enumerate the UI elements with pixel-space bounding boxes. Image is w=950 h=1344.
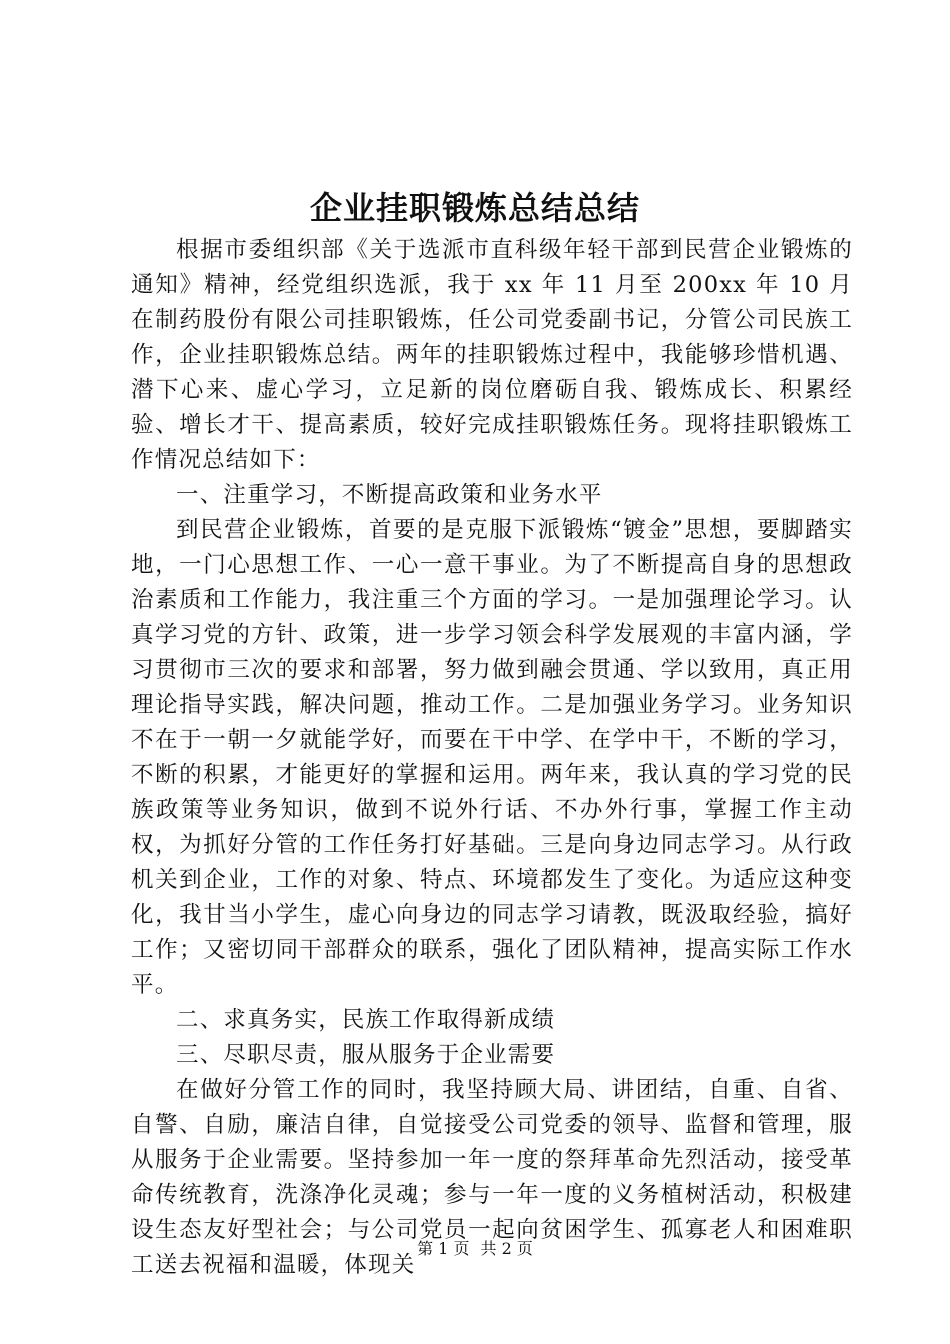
paragraph-study: 到民营企业锻炼，首要的是克服下派锻炼“镀金”思想，要脚踏实地，一门心思想工作、一心一意干事业。为了不断提高自身的思想政治素质和工作能力，我注重三个方面的学习。一是加强理论学习。认真学习党的方针、政策，进一步学习领会科学发展观的丰富内涵，学习贯彻市三次的要求和部署，努力做到融会贯通、学以致用，真正用理论指导实践，解决问题，推动工作。二是加强业务学习。业务知识不在于一朝一夕就能学好，而要在干中学、在学中干，不断的学习，不断的积累，才能更好的掌握和运用。两年来，我认真的学习党的民族政策等业务知识，做到不说外行话、不办外行事，掌握工作主动权，为抓好分管的工作任务打好基础。三是向身边同志学习。从行政机关到企业，工作的对象、特点、环境都发生了变化。为适应这种变化，我甘当小学生，虚心向身边的同志学习请教，既汲取经验，搞好工作；又密切同干部群众的联系，强化了团队精神，提高实际工作水平。 — [131, 517, 853, 998]
section-heading-2: 二、求真务实，民族工作取得新成绩 — [176, 1007, 556, 1033]
paragraph-service: 在做好分管工作的同时，我坚持顾大局、讲团结，自重、自省、自警、自励，廉洁自律，自觉接受公司党委的领导、监督和管理，服从服务于企业需要。坚持参加一年一度的祭拜革命先烈活动，接受革命传统教育，洗涤净化灵魂；参与一年一度的义务植树活动，积极建设生态友好型社会；与公司党员一起向贫困学生、孤寡老人和困难职工送去祝福和温暖，体现关 — [131, 1077, 853, 1278]
document-body — [131, 233, 853, 1283]
page-footer — [0, 1238, 950, 1260]
page-number: 第 1 页 — [417, 1239, 470, 1258]
document-title: 企业挂职锻炼总结总结 — [309, 189, 640, 227]
section-heading-1: 一、注重学习，不断提高政策和业务水平 — [176, 482, 603, 508]
section-heading-3: 三、尽职尽责，服从服务于企业需要 — [176, 1042, 556, 1068]
paragraph-intro: 根据市委组织部《关于选派市直科级年轻干部到民营企业锻炼的通知》精神，经党组织选派，我于 xx 年 11 月至 200xx 年 10 月在制药股份有限公司挂职锻炼，任公司党委副书记，分管公司民族工作，企业挂职锻炼总结。两年的挂职锻炼过程中，我能够珍惜机遇、潜下心来、虚心学习，立足新的岗位磨砺自我、锻炼成长、积累经验、增长才干、提高素质，较好完成挂职锻炼任务。现将挂职锻炼工作情况总结如下： — [131, 237, 853, 473]
page-total: 共 2 页 — [480, 1239, 533, 1258]
